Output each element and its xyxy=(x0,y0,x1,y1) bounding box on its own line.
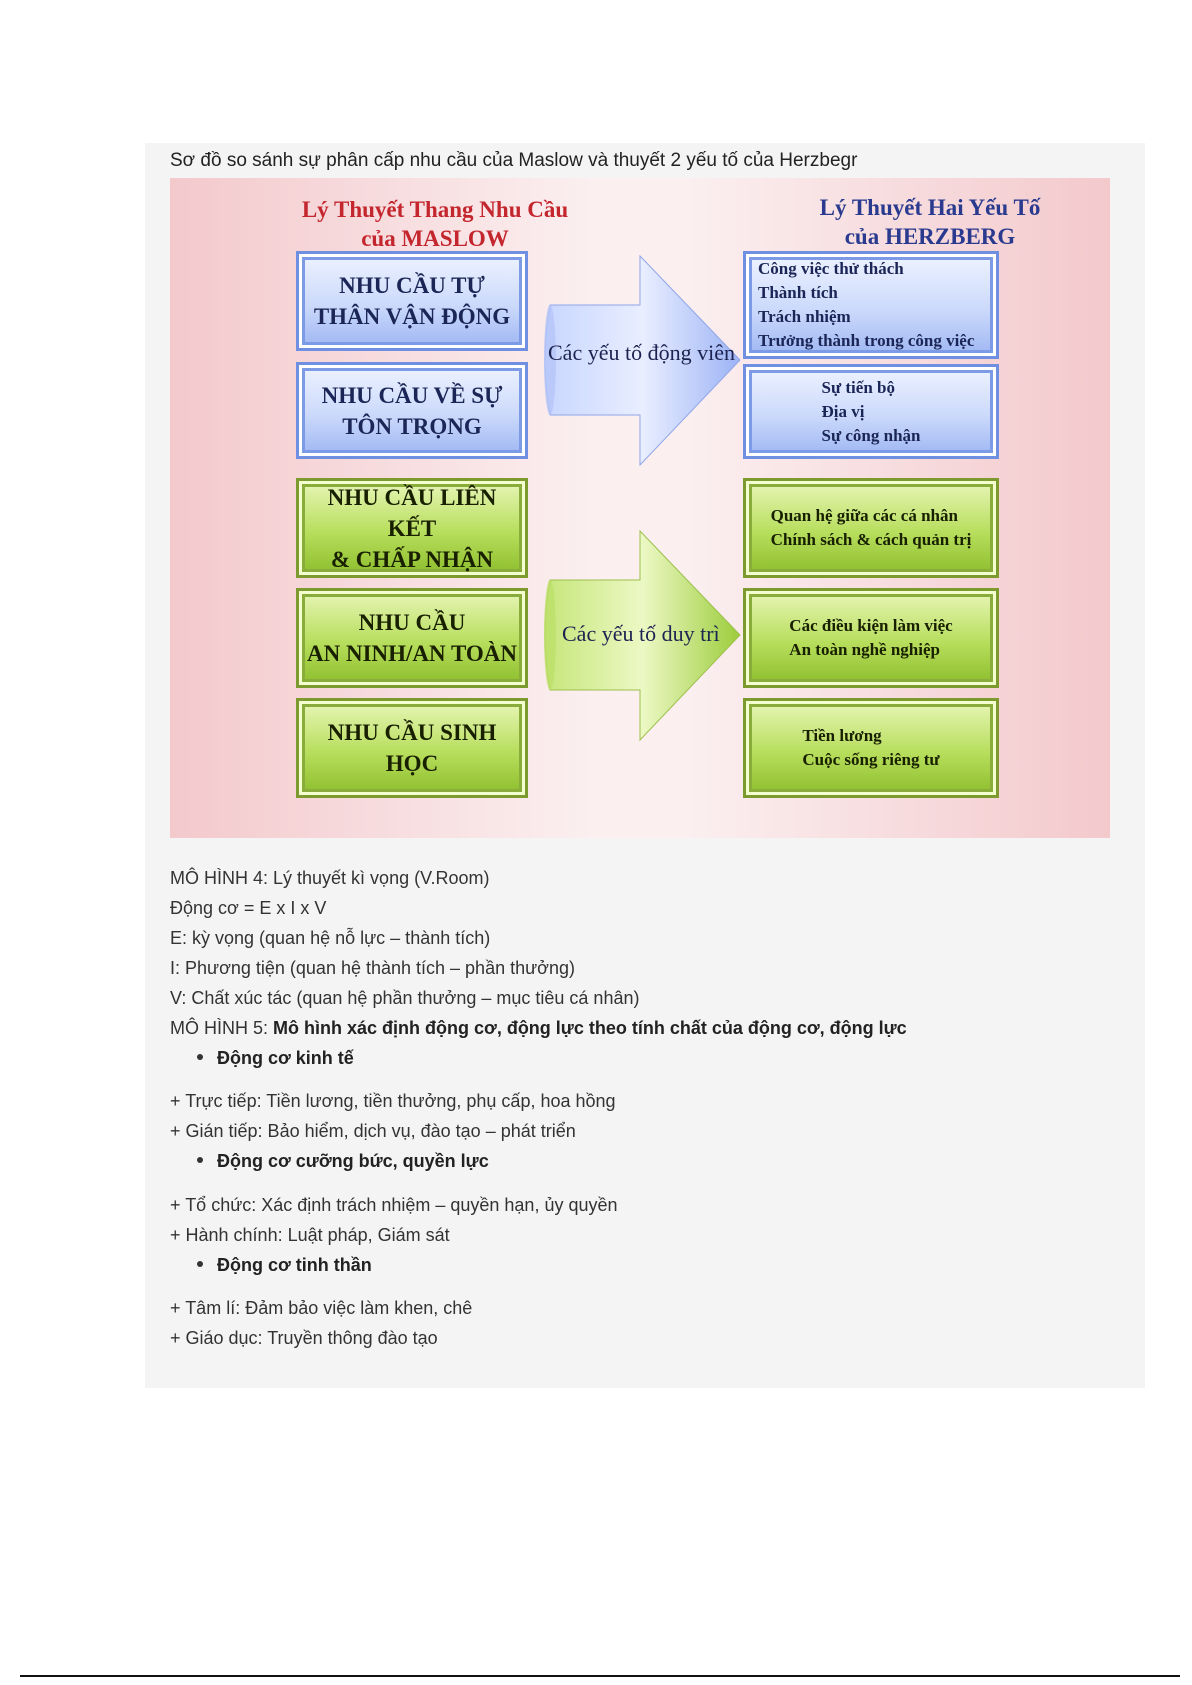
herzberg-box-line: An toàn nghề nghiệp xyxy=(789,640,940,659)
maslow-box-line: NHU CẦU LIÊN KẾT xyxy=(327,484,497,541)
herzberg-box-line: Thành tích xyxy=(758,283,838,302)
herzberg-box-line: Các điều kiện làm việc xyxy=(789,616,953,635)
model4-title: MÔ HÌNH 4: Lý thuyết kì vọng (V.Room) xyxy=(170,868,490,888)
maslow-box-line: NHU CẦU VỀ SỰ xyxy=(321,382,503,408)
diagram-caption: Sơ đồ so sánh sự phân cấp nhu cầu của Maslow và thuyết 2 yếu tố của Herzbegr xyxy=(170,150,858,171)
herzberg-box-motivators-1 xyxy=(743,251,999,359)
herzberg-box-hygiene-1 xyxy=(743,478,999,578)
maslow-box-line: THÂN VẬN ĐỘNG xyxy=(313,304,511,329)
maslow-box-line: NHU CẦU TỰ xyxy=(339,273,485,298)
herzberg-box-hygiene-3 xyxy=(743,698,999,798)
motivators-label: Các yếu tố động viên xyxy=(548,340,735,365)
herzberg-box-motivators-2 xyxy=(743,364,999,459)
herzberg-box-line: Sự tiến bộ xyxy=(821,377,895,397)
bullet-economic-label: Động cơ kinh tế xyxy=(217,1048,354,1068)
herzberg-box-line: Trách nhiệm xyxy=(758,307,851,326)
model5-prefix: MÔ HÌNH 5: xyxy=(170,1018,269,1038)
education-line: + Giáo dục: Truyền thông đào tạo xyxy=(170,1328,438,1348)
maslow-box-physiological xyxy=(296,698,528,798)
maslow-box-line: NHU CẦU xyxy=(358,610,466,635)
herzberg-box-line: Trưởng thành trong công việc xyxy=(758,331,975,350)
indirect-line: + Gián tiếp: Bảo hiểm, dịch vụ, đào tạo – phát triển xyxy=(170,1121,576,1141)
bullet-coercive-label: Động cơ cưỡng bức, quyền lực xyxy=(217,1151,489,1171)
maslow-box-line: AN NINH/AN TOÀN xyxy=(307,641,518,666)
herzberg-box-line: Sự công nhận xyxy=(821,425,921,445)
model5-title: Mô hình xác định động cơ, động lực theo tính chất của động cơ, động lực xyxy=(273,1018,907,1038)
bullet-economic xyxy=(197,1048,354,1069)
v-definition: V: Chất xúc tác (quan hệ phần thưởng – mục tiêu cá nhân) xyxy=(170,988,640,1008)
maslow-herzberg-diagram xyxy=(170,178,1110,838)
maslow-box-line: TÔN TRỌNG xyxy=(342,413,482,439)
direct-line: + Trực tiếp: Tiền lương, tiền thưởng, phụ cấp, hoa hồng xyxy=(170,1091,616,1111)
maslow-box-esteem xyxy=(296,362,528,459)
maslow-box-belonging xyxy=(296,478,528,578)
herzberg-box-line: Tiền lương xyxy=(802,726,882,745)
administrative-line: + Hành chính: Luật pháp, Giám sát xyxy=(170,1225,450,1245)
maslow-box-line: & CHẤP NHẬN xyxy=(330,546,494,572)
maslow-box-safety xyxy=(296,588,528,688)
maslow-title xyxy=(290,195,580,253)
bullet-coercive xyxy=(197,1151,489,1172)
herzberg-box-line: Công việc thử thách xyxy=(758,259,904,278)
bullet-spiritual-label: Động cơ tinh thần xyxy=(217,1255,372,1275)
article-card xyxy=(145,143,1145,1388)
i-definition: I: Phương tiện (quan hệ thành tích – phần thưởng) xyxy=(170,958,575,978)
psychological-line: + Tâm lí: Đảm bảo việc làm khen, chê xyxy=(170,1298,473,1318)
bullet-spiritual xyxy=(197,1255,372,1276)
maslow-box-self-actualization xyxy=(296,251,528,351)
maslow-box-line: NHU CẦU SINH HỌC xyxy=(327,720,497,776)
herzberg-box-line: Quan hệ giữa các cá nhân xyxy=(770,506,958,525)
herzberg-box-hygiene-2 xyxy=(743,588,999,688)
herzberg-box-line: Chính sách & cách quản trị xyxy=(770,530,972,549)
herzberg-title xyxy=(790,193,1070,251)
model5-heading xyxy=(170,1018,907,1039)
herzberg-box-line: Cuộc sống riêng tư xyxy=(802,750,940,769)
herzberg-title-line-2: của HERZBERG xyxy=(844,224,1016,249)
bullet-dot-icon xyxy=(197,1157,203,1163)
maslow-title-line-1: Lý Thuyết Thang Nhu Cầu xyxy=(301,197,569,222)
bullet-dot-icon xyxy=(197,1054,203,1060)
e-definition: E: kỳ vọng (quan hệ nỗ lực – thành tích) xyxy=(170,928,491,948)
maslow-title-line-2: của MASLOW xyxy=(361,226,509,251)
page-bottom-rule xyxy=(20,1675,1180,1677)
organization-line: + Tổ chức: Xác định trách nhiệm – quyền hạn, ủy quyền xyxy=(170,1195,618,1215)
bullet-dot-icon xyxy=(197,1261,203,1267)
hygiene-label: Các yếu tố duy trì xyxy=(562,621,720,646)
herzberg-box-line: Địa vị xyxy=(821,401,865,421)
herzberg-title-line-1: Lý Thuyết Hai Yếu Tố xyxy=(819,195,1041,220)
formula: Động cơ = E x I x V xyxy=(170,898,327,918)
